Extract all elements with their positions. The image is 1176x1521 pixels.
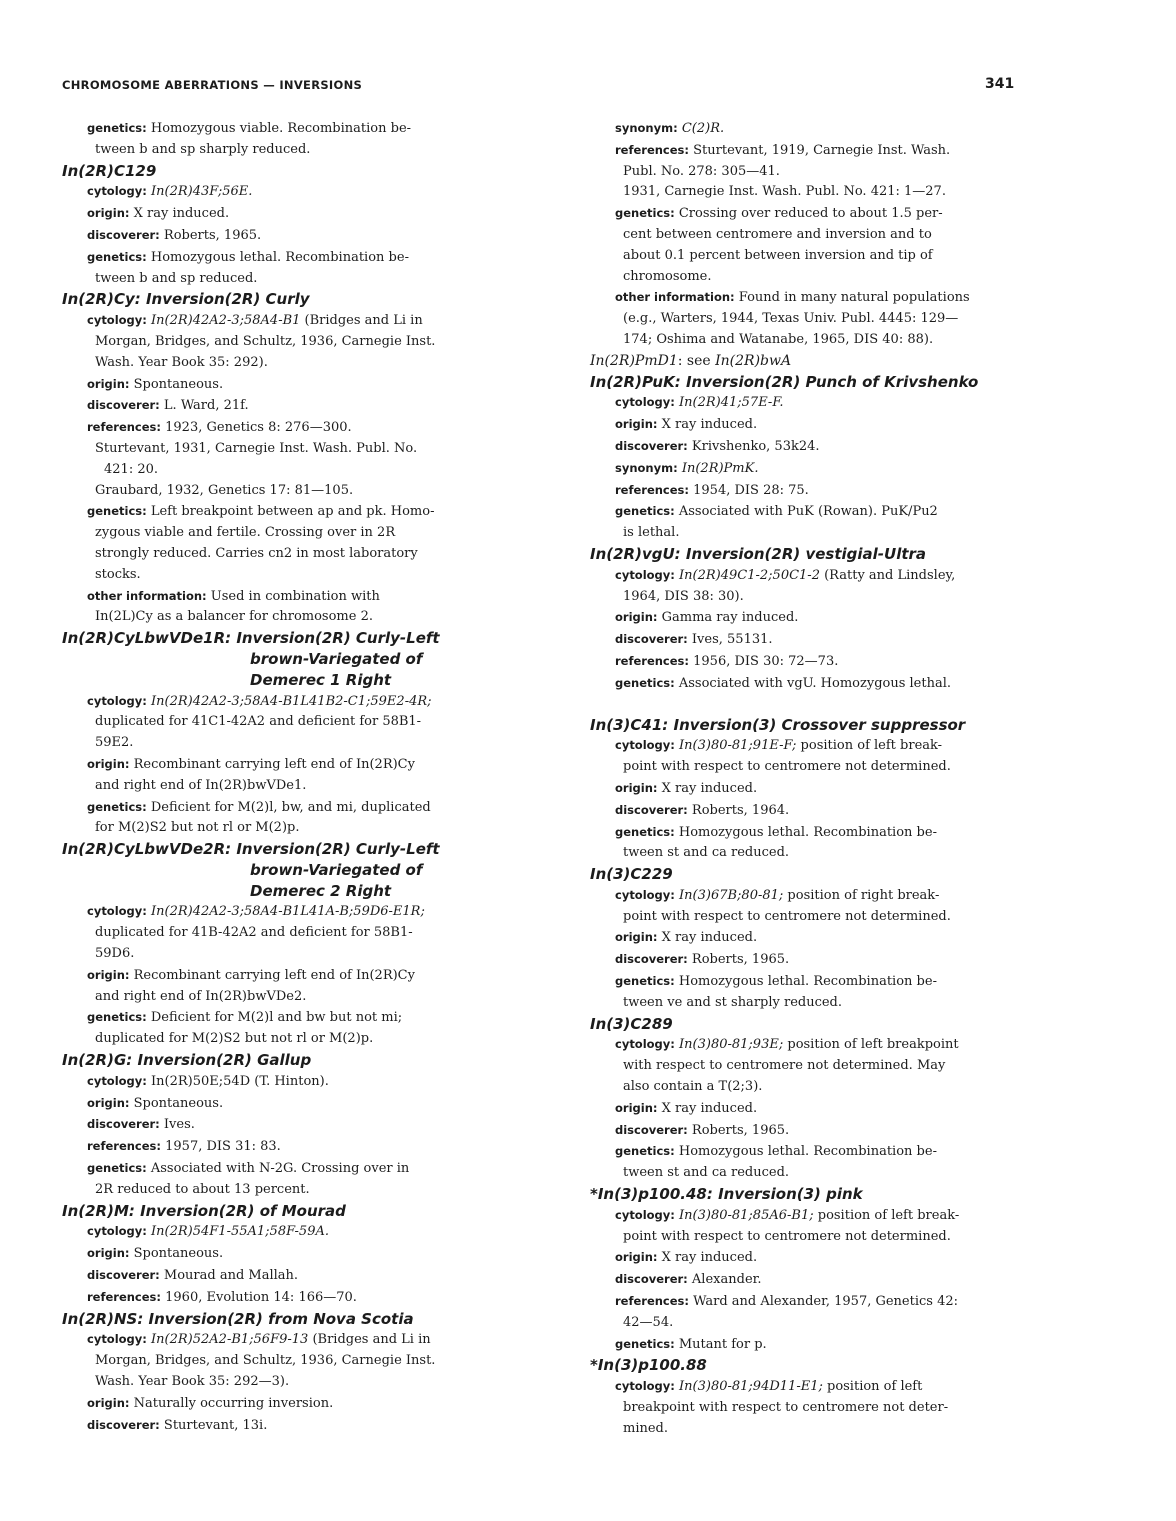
entry-title: In(2R)PuK: Inversion(2R) Punch of Krivshenko bbox=[590, 372, 979, 391]
entry-in2r-m: In(2R)M: Inversion(2R) of Mourad cytology: In(2R)54F1-55A1;58F-59A. origin: Spontaneous. discoverer: Mourad and Mallah. references: 1960, Evolution 14: 166—70. bbox=[62, 1201, 512, 1309]
entry-in2r-ns: In(2R)NS: Inversion(2R) from Nova Scotia cytology: In(2R)52A2-B1;56F9-13 (Bridges and Li in Morgan, Bridges, and Schultz, 1936, Carnegie Inst. Wash. Year Book 35: 292—3). origin: Naturally occurring inversion. discoverer: Sturtevant, 13i. bbox=[62, 1309, 512, 1437]
entry-in3-c229: In(3)C229 cytology: In(3)67B;80-81; position of right break- point with respect to centromere not determined. origin: X ray induced. discoverer: Roberts, 1965. genetics: Homozygous lethal. Recombination be- tween ve and st sharply reduced. bbox=[590, 864, 1040, 1014]
entry-title: In(2R)G: Inversion(2R) Gallup bbox=[62, 1051, 312, 1070]
entry-in3-p100-88: *In(3)p100.88 cytology: In(3)80-81;94D11-E1; position of left breakpoint with respect to centromere not deter- mined. bbox=[590, 1355, 1040, 1439]
entry-title: In(2R)Cy: Inversion(2R) Curly bbox=[62, 290, 310, 309]
entry-title: In(3)C289 bbox=[590, 1014, 673, 1033]
entry-in2r-g: In(2R)G: Inversion(2R) Gallup cytology: In(2R)50E;54D (T. Hinton). origin: Spontaneous. discoverer: Ives. references: 1957, DIS 31: 83. genetics: Associated with N-2G. Crossing over in 2R reduced to about 13 percent. bbox=[62, 1050, 512, 1201]
entry-title: In(2R)M: Inversion(2R) of Mourad bbox=[62, 1201, 346, 1220]
entry-in3-p100-48: *In(3)p100.48: Inversion(3) pink cytology: In(3)80-81;85A6-B1; position of left break- point with respect to centromere not determined. origin: X ray induced. discoverer: Alexander. references: Ward and Alexander, 1957, Genetics 42: 42—54. genetics: Mutant for p. bbox=[590, 1184, 1040, 1355]
entry-title: In(2R)NS: Inversion(2R) from Nova Scotia bbox=[62, 1309, 414, 1328]
entry-title: In(3)C229 bbox=[590, 865, 673, 884]
right-column bbox=[590, 118, 1040, 1440]
running-header: CHROMOSOME ABERRATIONS — INVERSIONS bbox=[62, 78, 363, 92]
entry-title: In(2R)C129 bbox=[62, 161, 157, 180]
entry-title: *In(3)p100.48: Inversion(3) pink bbox=[590, 1185, 863, 1204]
entry-title: In(2R)vgU: Inversion(2R) vestigial-Ultra bbox=[590, 544, 927, 563]
entry-in2r-cy: In(2R)Cy: Inversion(2R) Curly cytology: In(2R)42A2-3;58A4-B1 (Bridges and Li in Morgan, Bridges, and Schultz, 1936, Carnegie Inst. Wash. Year Book 35: 292). origin: Spontaneous. discoverer: L. Ward, 21f. references: 1923, Genetics 8: 276—300. Sturtevant, 1931, Carnegie Inst. Wash. Publ. No. 421: 20. Graubard, 1932, Genetics 17: 81—105. genetics: Left breakpoint between ap and pk. Homo- zygous viable and fertile. Crossing over in 2R strongly reduced. Carries cn2 in most laboratory stocks. other information: Used in combination with In(2L)Cy as a balancer for chromosome 2. bbox=[62, 289, 512, 628]
entry-title: In(3)C41: Inversion(3) Crossover suppressor bbox=[590, 715, 966, 734]
left-column bbox=[62, 118, 512, 1436]
entry-in2r-cyl-bwvde2r: In(2R)CyLbwVDe2R: Inversion(2R) Curly-Left brown-Variegated of Demerec 2 Right cytology: In(2R)42A2-3;58A4-B1L41A-B;59D6-E1R; duplicated for 41B-42A2 and deficient for 58B1- 59D6. origin: Recombinant carrying left end of In(2R)Cy and right end of In(2R)bwVDe2. genetics: Deficient for M(2)l and bw but not mi; duplicated for M(2)S2 but not rl or M(2)p. bbox=[62, 839, 512, 1050]
see-reference: In(2R)PmD1: see In(2R)bwA bbox=[590, 352, 792, 369]
entry-continuation-ns: synonym: C(2)R. references: Sturtevant, 1919, Carnegie Inst. Wash. Publ. No. 278: 305—41. 1931, Carnegie Inst. Wash. Publ. No. 421: 1—27. genetics: Crossing over reduced to about 1.5 per- cent between centromere and inversion and to about 0.1 percent between inversion and tip of chromosome. other information: Found in many natural populations (e.g., Warters, 1944, Texas Univ. Publ. 4445: 129— 174; Oshima and Watanabe, 1965, DIS 40: 88). bbox=[615, 121, 970, 347]
entry-title: In(2R)CyLbwVDe2R: Inversion(2R) Curly-Left bbox=[62, 840, 440, 859]
page-number: 341 bbox=[985, 76, 1015, 92]
entry-continuation: genetics: Homozygous viable. Recombination be- tween b and sp sharply reduced. bbox=[87, 121, 412, 157]
entry-in2r-cyl-bwvde1r: In(2R)CyLbwVDe1R: Inversion(2R) Curly-Left brown-Variegated of Demerec 1 Right cytology: In(2R)42A2-3;58A4-B1L41B2-C1;59E2-4R; duplicated for 41C1-42A2 and deficient for 58B1- 59E2. origin: Recombinant carrying left end of In(2R)Cy and right end of In(2R)bwVDe1. genetics: Deficient for M(2)l, bw, and mi, duplicated for M(2)S2 but not rl or M(2)p. bbox=[62, 628, 512, 839]
entry-title: *In(3)p100.88 bbox=[590, 1356, 707, 1375]
entry-in3-c41: In(3)C41: Inversion(3) Crossover suppressor cytology: In(3)80-81;91E-F; position of left break- point with respect to centromere not determined. origin: X ray induced. discoverer: Roberts, 1964. genetics: Homozygous lethal. Recombination be- tween st and ca reduced. bbox=[590, 715, 1040, 865]
entry-in2r-c129: In(2R)C129 cytology: In(2R)43F;56E. origin: X ray induced. discoverer: Roberts, 1965. genetics: Homozygous lethal. Recombination be- tween b and sp reduced. bbox=[62, 161, 512, 290]
entry-in2r-vgu: In(2R)vgU: Inversion(2R) vestigial-Ultra cytology: In(2R)49C1-2;50C1-2 (Ratty and Lindsley, 1964, DIS 38: 30). origin: Gamma ray induced. discoverer: Ives, 55131. references: 1956, DIS 30: 72—73. genetics: Associated with vgU. Homozygous lethal. bbox=[590, 544, 1040, 695]
entry-in3-c289: In(3)C289 cytology: In(3)80-81;93E; position of left breakpoint with respect to centromere not determined. May also contain a T(2;3). origin: X ray induced. discoverer: Roberts, 1965. genetics: Homozygous lethal. Recombination be- tween st and ca reduced. bbox=[590, 1014, 1040, 1184]
entry-title: In(2R)CyLbwVDe1R: Inversion(2R) Curly-Left bbox=[62, 629, 440, 648]
entry-in2r-puk: In(2R)PuK: Inversion(2R) Punch of Krivshenko cytology: In(2R)41;57E-F. origin: X ray induced. discoverer: Krivshenko, 53k24. synonym: In(2R)PmK. references: 1954, DIS 28: 75. genetics: Associated with PuK (Rowan). PuK/Pu2 is lethal. bbox=[590, 372, 1040, 544]
